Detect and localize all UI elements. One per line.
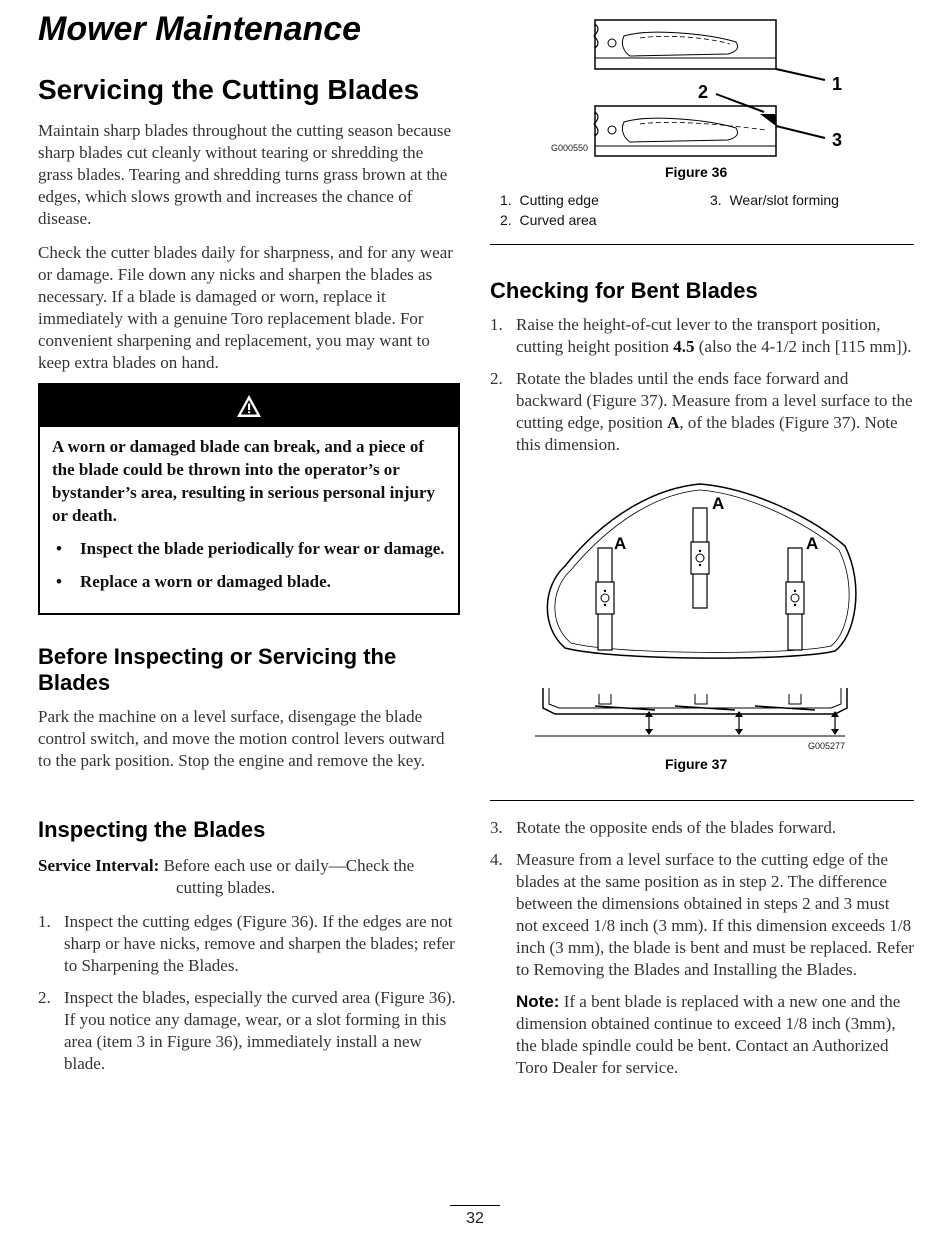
intro-paragraph: Maintain sharp blades throughout the cutting season because sharp blades cut cleanly without tearing or shredding the grass blades. Tearing and shredding turns grass brown at the edges, which slows growth and increases the chance of disease. xyxy=(38,121,452,228)
figure-36-legend xyxy=(500,190,700,230)
legend-text: Cutting edge xyxy=(519,192,599,208)
legend-number: 1. xyxy=(500,192,512,208)
step-number: 2. xyxy=(490,369,503,388)
intro-paragraph: Check the cutter blades daily for sharpness, and for any wear or damage. File down any nicks and sharpen the blades as necessary. If a blade is damaged or worn, replace it immediately with a genuine Toro replacement blade. For convenient sharpening and replacement, you may want to keep extra blades on hand. xyxy=(38,243,453,372)
legend-number: 3. xyxy=(710,192,722,208)
step-text: Inspect the cutting edges (Figure 36). If the edges are not sharp or have nicks, remove and sharpen the blades; refer to Sharpening the Blades. xyxy=(64,912,455,975)
warning-triangle-icon xyxy=(236,394,262,418)
step-item xyxy=(490,314,914,358)
position-label: A xyxy=(712,494,725,513)
warning-list-item: • Replace a worn or damaged blade. xyxy=(52,570,458,593)
note xyxy=(490,991,914,1079)
warning-list xyxy=(40,537,458,593)
figure-36-legend xyxy=(710,190,910,210)
legend-item xyxy=(500,210,700,230)
warning-box xyxy=(38,383,460,615)
position-label: A xyxy=(614,534,627,553)
service-interval-text: Before each use or daily—Check the xyxy=(163,856,415,875)
checking-continued-section xyxy=(490,817,914,1079)
step-text: Measure from a level surface to the cutting edge of the blades at the same position as in step 2. The difference between the dimensions obtained in steps 2 and 3 must not exceed 1/8 inch (3 mm). If this dimension exceeds 1/8 inch (3 mm), the blade is bent and must be replaced. Refer to Removing the Blades and Installing the Blades. xyxy=(516,850,914,979)
checking-section xyxy=(490,278,914,466)
legend-item xyxy=(500,190,700,210)
warning-text: A worn or damaged blade can break, and a piece of the blade could be thrown into the operator’s or bystander’s area, resulting in serious personal injury or death. xyxy=(52,437,435,525)
step-number: 2. xyxy=(38,988,51,1007)
step-text-bold: A xyxy=(667,413,680,432)
position-label: A xyxy=(806,534,819,553)
step-text: Raise the height-of-cut lever to the transport position, cutting height position xyxy=(516,315,881,356)
service-interval-text: cutting blades. xyxy=(176,878,276,897)
figure-37-code: G005277 xyxy=(808,741,846,751)
heading-line: Blades xyxy=(38,670,111,695)
section-divider xyxy=(490,244,914,245)
inspecting-heading: Inspecting the Blades xyxy=(38,817,266,842)
page-title: Mower Maintenance xyxy=(38,10,362,48)
page-number-rule xyxy=(450,1205,500,1206)
note-label: Note: xyxy=(516,992,560,1011)
step-number: 4. xyxy=(490,850,503,869)
callout-number: 2 xyxy=(698,82,709,102)
callout-number: 1 xyxy=(832,74,843,94)
intro-section xyxy=(38,120,458,374)
checking-steps-continued xyxy=(490,817,914,981)
legend-text: Wear/slot forming xyxy=(729,192,839,208)
step-item xyxy=(490,817,914,839)
step-text: (also the 4-1/2 inch [115 mm]). xyxy=(694,337,912,356)
warning-header xyxy=(40,385,458,427)
note-text: If a bent blade is replaced with a new one and the dimension obtained continue to exceed 1/8 inch (3mm), the blade spindle could be bent. Contact an Authorized Toro Dealer for service. xyxy=(516,992,901,1077)
step-number: 1. xyxy=(490,315,503,334)
checking-steps xyxy=(490,314,914,456)
step-number: 1. xyxy=(38,912,51,931)
step-text: Rotate the opposite ends of the blades forward. xyxy=(516,818,837,837)
section-divider xyxy=(490,800,914,801)
legend-text: Curved area xyxy=(519,212,597,228)
step-item xyxy=(38,987,458,1075)
before-inspecting-heading xyxy=(38,644,458,696)
inspecting-steps xyxy=(38,911,458,1075)
step-text-bold: 4.5 xyxy=(673,337,695,356)
figure-36-caption: Figure 36 xyxy=(665,164,728,180)
step-text: , of the blades (Figure 37). Note this dimension. xyxy=(516,413,898,454)
step-item xyxy=(490,849,914,981)
service-interval xyxy=(38,855,458,899)
step-item xyxy=(490,368,914,456)
before-inspecting-section xyxy=(38,644,458,772)
service-interval-label: Service Interval: xyxy=(38,856,160,875)
inspecting-section xyxy=(38,817,458,1085)
step-text: Inspect the blades, especially the curved area (Figure 36). If you notice any damage, wear, or a slot forming in this area (item 3 in Figure 36), immediately install a new blade. xyxy=(64,988,456,1073)
page-number: 32 xyxy=(466,1210,484,1227)
section-title: Servicing the Cutting Blades xyxy=(38,74,420,105)
checking-heading: Checking for Bent Blades xyxy=(490,278,758,303)
figure-37-caption: Figure 37 xyxy=(665,756,728,772)
figure-37-illustration xyxy=(535,476,865,746)
warning-list-item: • Inspect the blade periodically for wear or damage. xyxy=(52,537,458,560)
callout-number: 3 xyxy=(832,130,843,150)
step-text: Rotate the blades until the ends face forward and backward (Figure 37). Measure from a level surface to the cutting edge, position xyxy=(516,369,913,432)
before-inspecting-text: Park the machine on a level surface, disengage the blade control switch, and move the motion control levers outward to the park position. Stop the engine and remove the key. xyxy=(38,707,445,770)
step-number: 3. xyxy=(490,818,503,837)
figure-36-code: G000550 xyxy=(551,143,589,153)
step-item xyxy=(38,911,458,977)
legend-number: 2. xyxy=(500,212,512,228)
heading-line: Before Inspecting or Servicing the xyxy=(38,644,397,669)
legend-item xyxy=(710,190,910,210)
